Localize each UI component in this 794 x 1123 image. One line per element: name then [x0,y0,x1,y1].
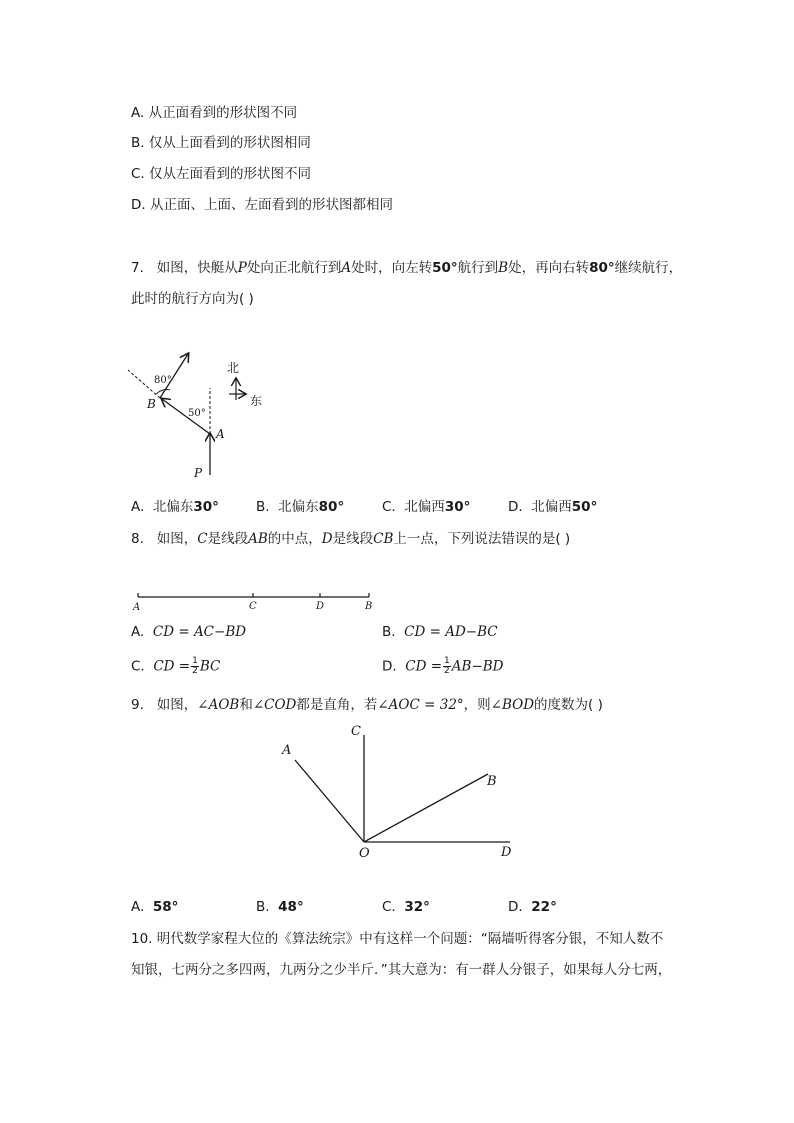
q9-option-b [256,898,304,916]
option-expression: CD = AD−BC [404,624,498,640]
point-label: B [498,260,509,276]
q6-option-d: D. 从正面、上面、左面看到的形状图都相同 [131,197,393,213]
fraction-denominator: 2 [192,666,198,676]
angle-label-80: 80° [154,375,172,386]
fraction [443,657,451,676]
q8-option-b [382,623,498,641]
q9-stem [131,696,603,714]
fraction-numerator: 1 [192,656,198,666]
stem-text: 处时，向左转 [351,260,433,276]
option-value: 30° [444,499,471,515]
compass-east-label: 东 [250,394,263,408]
q9-option-a [131,898,178,916]
angle-label-50: 50° [188,408,206,419]
ray-ob [364,774,488,842]
option-value: 58° [152,899,179,915]
q10-stem-line2: 知银，七两分之多四两，九两分之少半斤．”其大意为：有一群人分银子，如果每人分七两， [131,962,672,978]
point-b-label: B [147,397,156,411]
q8-option-a [131,623,246,641]
segment-label: AB [248,531,268,547]
stem-text: 如图，快艇从 [156,260,238,276]
q7-option-c [382,498,470,516]
q8-stem [131,530,570,548]
option-letter: A. [131,499,145,515]
point-a-label: A [282,743,292,758]
stem-text: 的中点， [267,531,322,547]
point-b-label: B [365,601,373,612]
option-letter: D. [508,499,523,515]
point-o-label: O [359,846,370,860]
question-number: 7. [131,260,144,276]
option-letter: A. [131,624,145,640]
option-value: 30° [193,499,219,515]
stem-text: 的度数为( ) [534,697,603,713]
stem-text: 航行到 [457,260,499,276]
stem-text: 如图， [156,697,198,713]
q7-option-a [131,498,219,516]
point-label: D [321,531,333,547]
option-letter: C. [382,499,396,515]
option-text: 北偏西 [531,499,572,515]
option-text: 北偏东 [152,499,194,515]
point-b-label: B [487,774,497,789]
q8-option-d [382,657,504,676]
fraction-numerator: 1 [444,656,450,666]
segment-label: CB [373,531,394,547]
option-letter: C. [382,899,396,915]
point-d-label: D [501,845,512,860]
question-number: 8. [131,531,144,547]
angle-value: 80° [589,260,615,276]
ray-oa [295,760,364,842]
point-c-label: C [249,601,257,612]
option-value: 22° [531,899,557,915]
fraction-denominator: 2 [444,666,450,676]
q10-stem-line1: 10. 明代数学家程大位的《算法统宗》中有这样一个问题：“隔墙听得客分银，不知人数不 [131,931,664,947]
option-expression: CD = [153,658,191,675]
point-label: A [341,260,352,276]
point-d-label: D [316,601,325,612]
option-text: 北偏西 [404,499,445,515]
q7-stem-line1 [131,259,682,277]
angle-condition: ∠AOC = 32° [377,697,464,713]
option-letter: D. [382,658,397,675]
stem-text: 是线段 [332,531,374,547]
point-label: P [237,260,247,276]
q9-option-d [508,898,557,916]
option-letter: B. [256,499,270,515]
q7-figure [120,350,280,480]
option-letter: D. [508,899,523,915]
stem-text: 都是直角，若 [296,697,378,713]
question-number: 9. [131,697,144,713]
option-letter: B. [256,899,270,915]
q8-figure [128,588,378,618]
angle-value: 50° [432,260,458,276]
option-value: 32° [404,899,430,915]
option-expression: BC [199,658,221,675]
stem-text: 处，再向右转 [508,260,590,276]
stem-text: 继续航行， [614,260,683,276]
option-letter: C. [131,658,145,675]
option-expression: AB−BD [451,658,504,675]
fraction [191,657,199,676]
option-letter: B. [382,624,396,640]
q8-option-c [131,657,220,676]
q7-option-d [508,498,597,516]
stem-text: 如图， [156,531,198,547]
stem-text: 处向正北航行到 [246,260,342,276]
compass-north-label: 北 [227,361,240,375]
q7-stem-line2: 此时的航行方向为( ) [131,291,254,307]
stem-text: 和 [239,697,253,713]
q6-option-b: B. 仅从上面看到的形状图相同 [131,135,311,151]
q6-option-a: A. 从正面看到的形状图不同 [131,105,298,121]
q9-option-c [382,898,430,916]
option-expression: CD = AC−BD [152,624,247,640]
option-value: 80° [318,499,345,515]
angle-label: ∠COD [252,697,297,713]
point-c-label: C [351,724,361,739]
point-a-label: A [216,427,225,441]
q6-option-c: C. 仅从左面看到的形状图不同 [131,166,312,182]
point-p-label: P [194,466,203,480]
q9-figure [278,720,518,860]
stem-text: ，则 [463,697,491,713]
option-letter: A. [131,899,145,915]
point-a-label: A [133,602,141,613]
point-label: C [197,531,208,547]
option-value: 48° [278,899,304,915]
option-text: 北偏东 [278,499,319,515]
q7-option-b [256,498,344,516]
option-value: 50° [571,499,598,515]
angle-label: ∠AOB [197,697,240,713]
stem-text: 上一点，下列说法错误的是( ) [393,531,571,547]
stem-text: 是线段 [207,531,249,547]
option-expression: CD = [405,658,443,675]
angle-label: ∠BOD [490,697,535,713]
